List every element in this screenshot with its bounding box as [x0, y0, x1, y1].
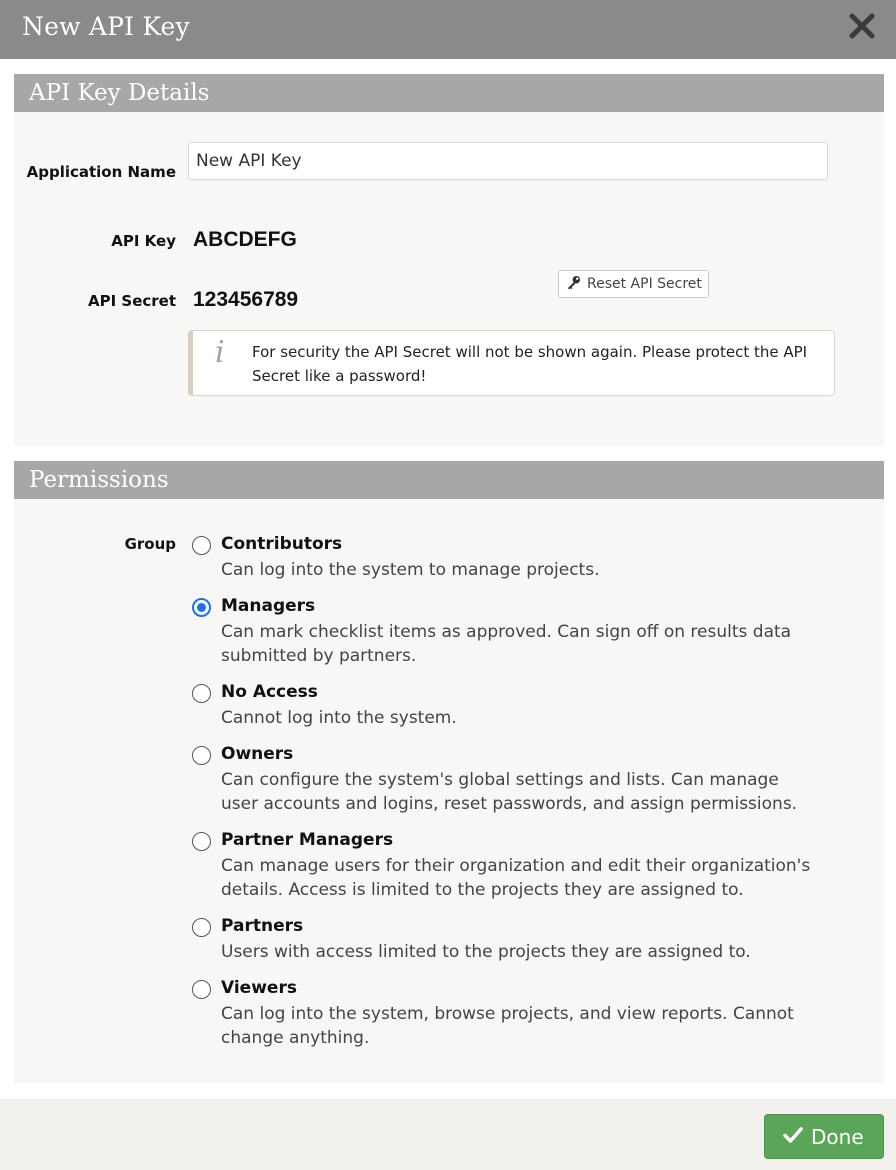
application-name-input[interactable] — [188, 142, 828, 180]
key-icon — [566, 275, 581, 294]
option-description: Can log into the system, browse projects, and view reports. Cannot change anything. — [221, 1004, 794, 1048]
done-button[interactable] — [764, 1114, 884, 1159]
option-name: No Access — [221, 682, 318, 702]
api-secret-label: API Secret — [87, 292, 176, 310]
radio-managers[interactable] — [192, 598, 211, 617]
security-notice-text: For security the API Secret will not be shown again. Please protect the API Secret like a password! — [252, 343, 808, 385]
option-description: Can log into the system to manage projects. — [221, 560, 600, 580]
radio-partners[interactable] — [192, 918, 211, 937]
option-name: Viewers — [221, 978, 297, 998]
radio-contributors[interactable] — [192, 536, 211, 555]
reset-api-secret-button[interactable] — [558, 270, 709, 298]
radio-owners[interactable] — [192, 746, 211, 765]
radio-no-access[interactable] — [192, 684, 211, 703]
option-description: Can mark checklist items as approved. Can sign off on results data submitted by partners. — [221, 622, 792, 666]
checkmark-icon — [783, 1125, 803, 1149]
option-description: Can manage users for their organization and edit their organization's details. Access is limited to the projects they are assigned to. — [221, 856, 811, 900]
radio-viewers[interactable] — [192, 980, 211, 999]
option-description: Users with access limited to the projects they are assigned to. — [221, 942, 751, 962]
reset-api-secret-label: Reset API Secret — [587, 276, 702, 292]
api-key-details-section — [14, 74, 884, 446]
permissions-section — [14, 461, 884, 1083]
info-icon: i — [215, 335, 225, 370]
option-name: Managers — [221, 596, 316, 616]
api-key-details-header: API Key Details — [14, 74, 884, 112]
option-name: Partner Managers — [221, 830, 394, 850]
group-label: Group — [124, 535, 176, 553]
option-name: Partners — [221, 916, 304, 936]
api-key-value: ABCDEFG — [193, 228, 297, 251]
option-name: Contributors — [221, 534, 343, 554]
application-name-label: Application Name — [26, 163, 176, 181]
option-description: Can configure the system's global settings and lists. Can manage user accounts and logins, reset passwords, and assign permissions. — [221, 770, 798, 814]
api-secret-value: 123456789 — [193, 288, 299, 311]
security-notice — [188, 330, 835, 396]
api-key-label: API Key — [111, 232, 176, 250]
done-label: Done — [811, 1124, 864, 1149]
dialog-titlebar — [0, 0, 896, 59]
close-icon[interactable] — [846, 10, 878, 42]
dialog-content — [0, 59, 896, 1099]
option-description: Cannot log into the system. — [221, 708, 457, 728]
permissions-header: Permissions — [14, 461, 884, 499]
radio-partner-managers[interactable] — [192, 832, 211, 851]
dialog-title: New API Key — [22, 12, 190, 41]
option-name: Owners — [221, 744, 294, 764]
